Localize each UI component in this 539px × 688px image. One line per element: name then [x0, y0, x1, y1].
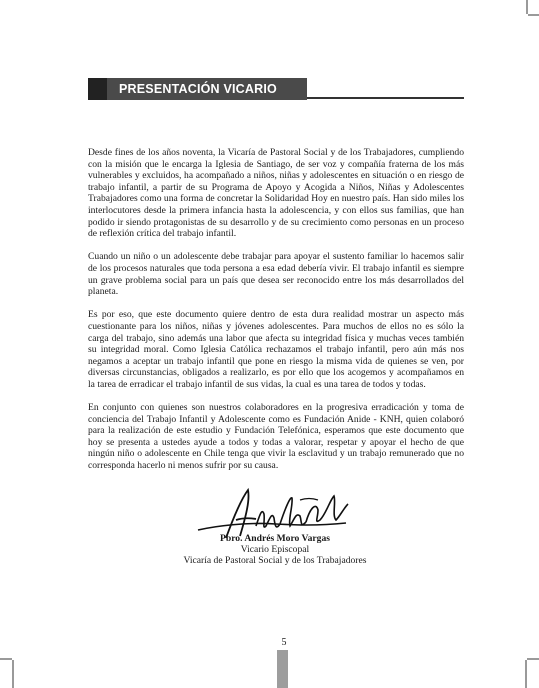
header-rule [307, 97, 464, 99]
section-title: PRESENTACIÓN VICARIO [107, 78, 307, 100]
section-header [88, 78, 464, 100]
paragraph: Desde fines de los años noventa, la Vicaría de Pastoral Social y de los Trabajadores, cumpliendo con la misión que le encarga la Iglesia de Santiago, de ser voz y compañía fraterna de los más vulnerables y excluidos, ha acompañado a niños, niñas y adolescentes en situación o en riesgo de trabajo infantil, a partir de su Programa de Apoyo y Acogida a Niños, Niñas y Adolescentes Trabajadores como una forma de concretar la Solidaridad Hoy en nuestro país. Han sido miles los interlocutores desde la primera infancia hasta la adolescencia, y con ellos sus familias, que han podido ir siendo protagonistas de su desarrollo y de su crecimiento como personas en un proceso de reflexión crítica del trabajo infantil. [88, 147, 464, 240]
page-number: 5 [281, 637, 287, 648]
paragraph: En conjunto con quienes son nuestros colaboradores en la progresiva erradicación y toma de conciencia del Trabajo Infantil y Adolescente como es Fundación Anide - KNH, quien colaboró para la realización de este estudio y Fundación Telefónica, esperamos que este documento que hoy se presenta a ustedes ayude a todos y todas a valorar, respetar y apoyar el hecho de que ningún niño o adolescente en Chile tenga que vivir la esclavitud y un trabajo remunerado que no corresponda hacerlo ni menos sufrir por su causa. [88, 402, 464, 472]
crop-mark-bottom-right-vertical [525, 660, 527, 688]
paragraph: Es por eso, que este documento quiere dentro de esta dura realidad mostrar un aspecto más cuestionante para los niños, niñas y jóvenes adolescentes. Para muchos de ellos no es sólo la carga del trabajo, sino además una labor que afecta su integridad física y muchas veces también su integridad moral. Como Iglesia Católica rechazamos el trabajo infantil, pero aún más nos negamos a aceptar un trabajo infantil que pone en riesgo la misma vida de quienes se ven, por diversas circunstancias, obligados a realizarlo, es por ello que los acogemos y acompañamos en la tarea de erradicar el trabajo infantil de sus vidas, la cual es una tarea de todos y todas. [88, 309, 464, 390]
paragraph: Cuando un niño o un adolescente debe trabajar para apoyar el sustento familiar lo hacemos salir de los procesos naturales que toda persona a esa edad debería vivir. El trabajo infantil es siempre un grave problema social para un país que desea ser reconocido entre los más desarrollados del planeta. [88, 251, 464, 298]
crop-mark-bottom-left-vertical [12, 660, 14, 688]
signer-role: Vicario Episcopal [240, 544, 310, 556]
signer-institution: Vicaría de Pastoral Social y de los Trabajadores [183, 555, 367, 567]
header-accent-block [88, 78, 107, 100]
signature-block [160, 533, 390, 567]
crop-mark-bottom-right [527, 658, 539, 660]
document-body [88, 147, 464, 483]
crop-mark-top-right-vertical [526, 0, 528, 14]
crop-mark-top-right-horizontal [528, 14, 539, 16]
signer-name: Pbro. Andrés Moro Vargas [220, 533, 330, 544]
page-number-tab [277, 650, 288, 688]
crop-mark-bottom-left [0, 658, 12, 660]
